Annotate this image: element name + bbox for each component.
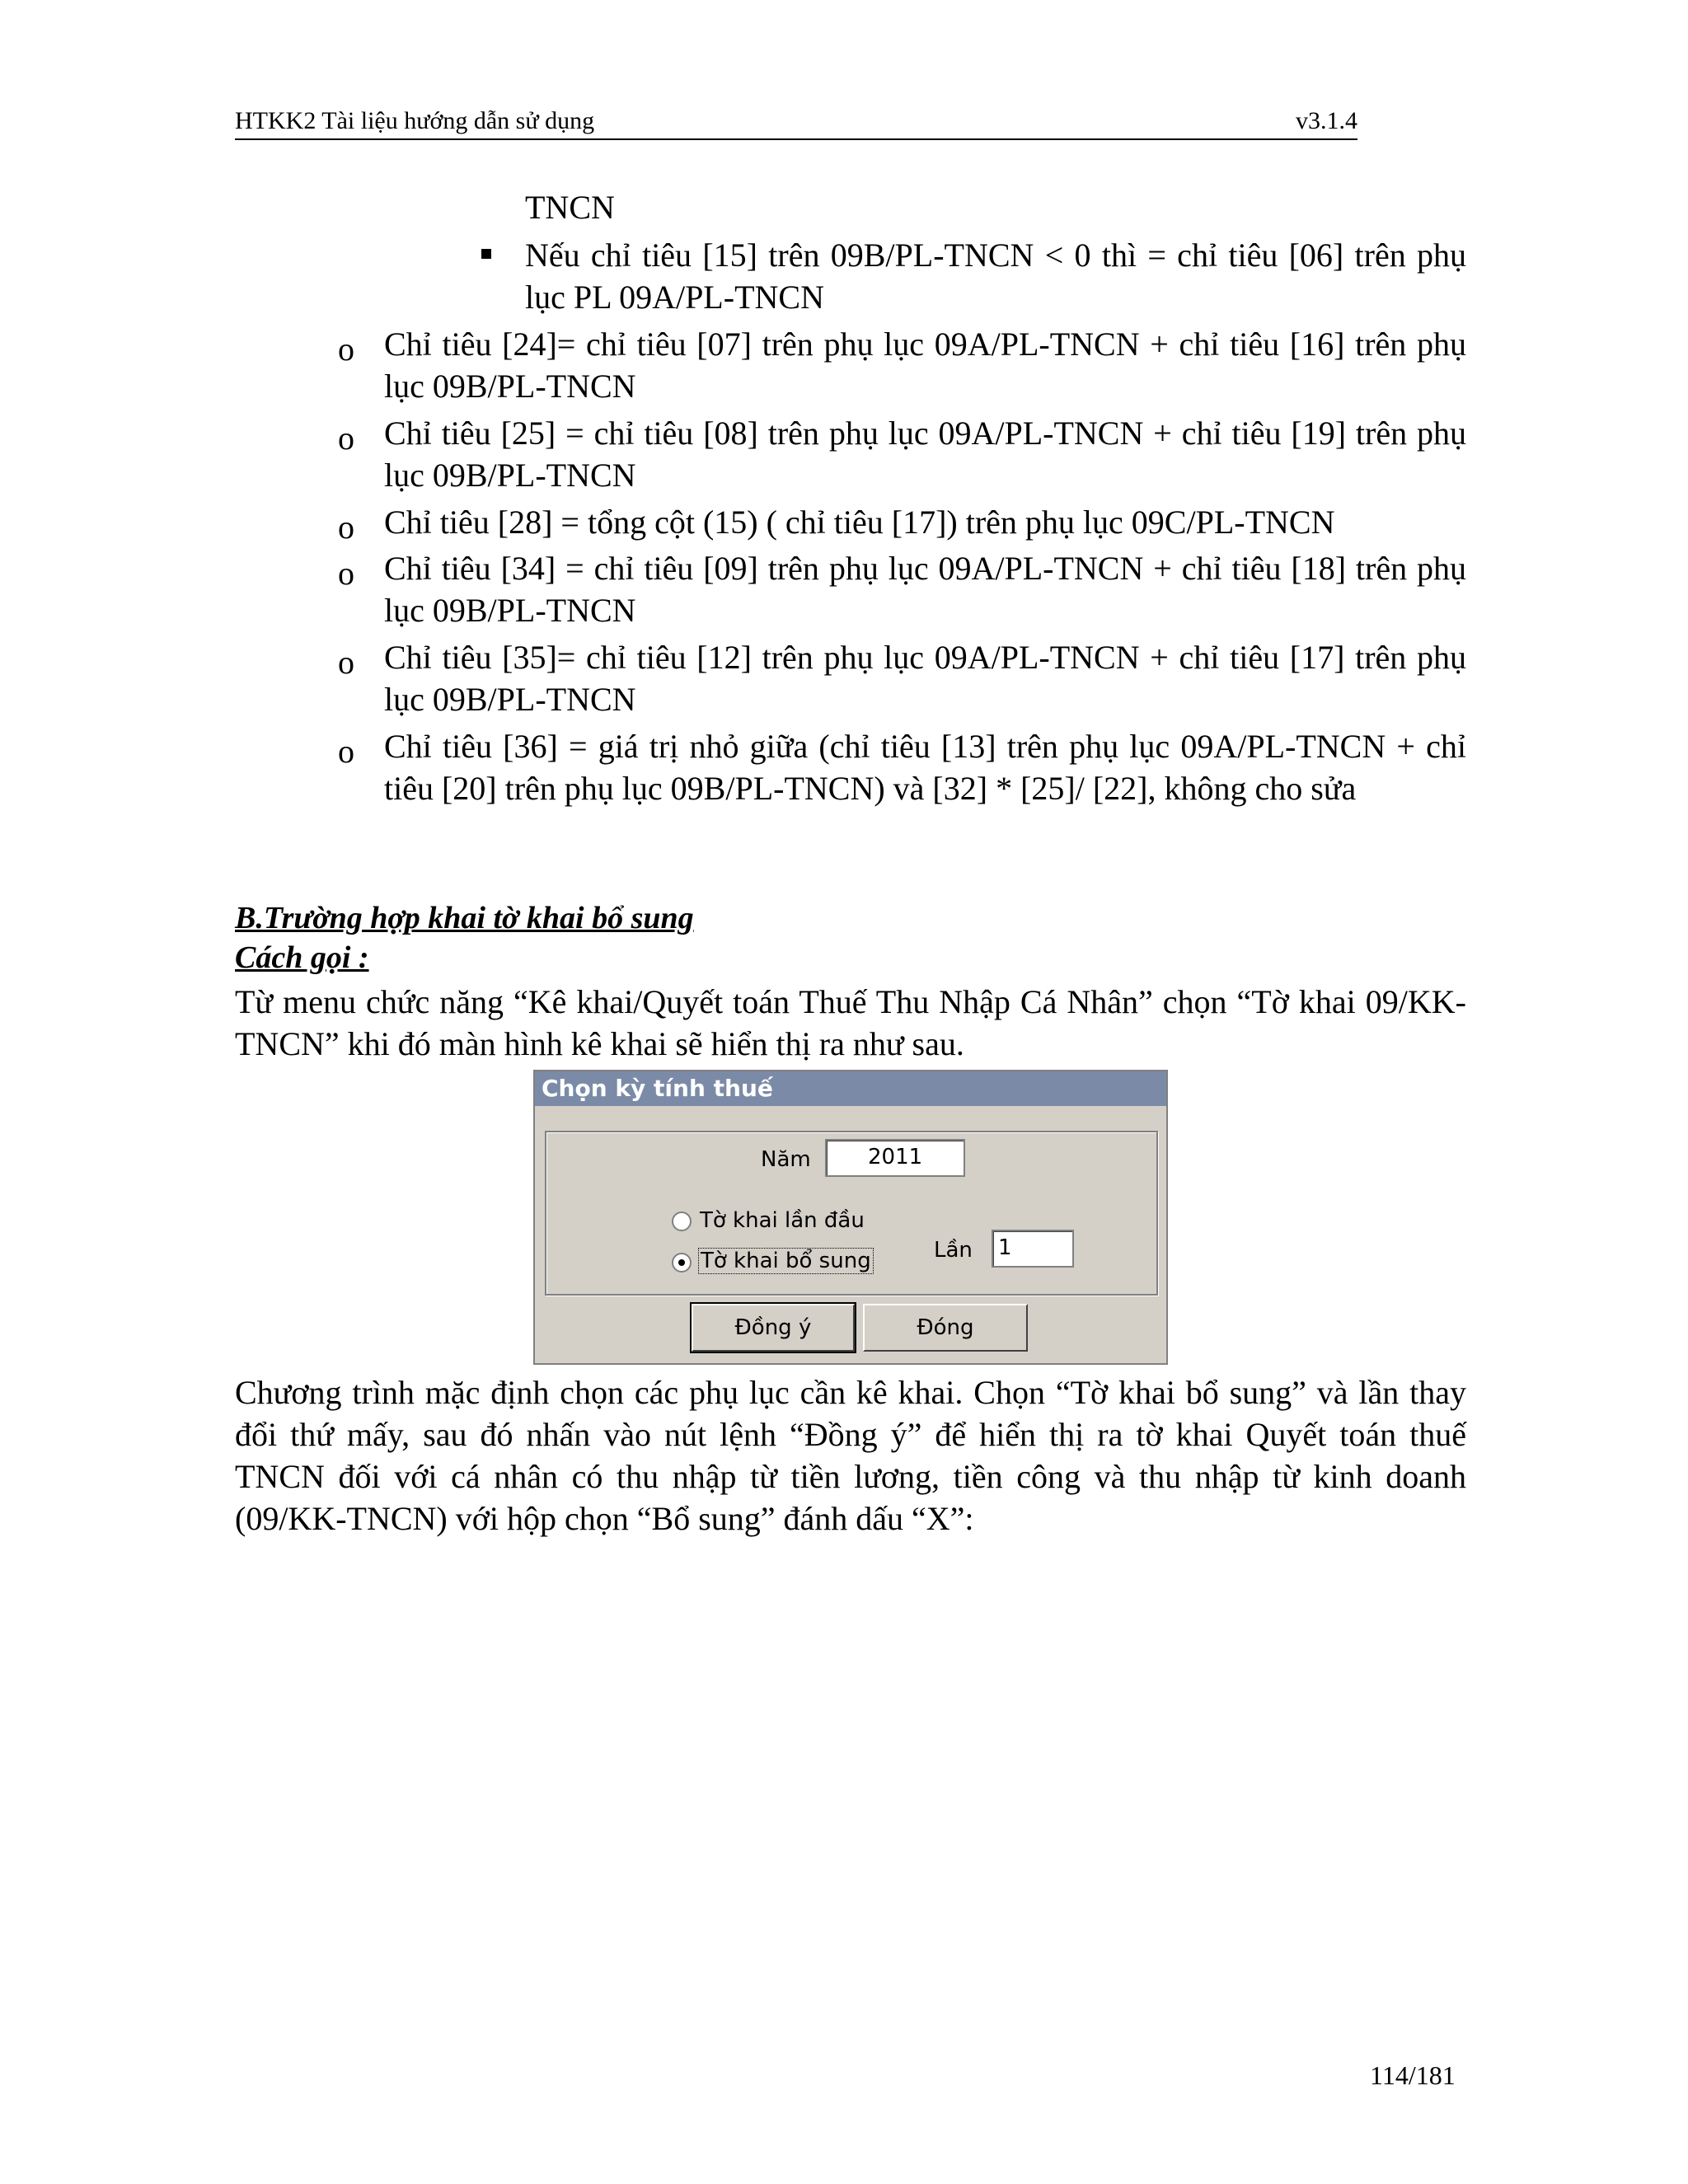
dialog-title: Chọn kỳ tính thuế: [535, 1071, 1166, 1106]
closing-paragraph: Chương trình mặc định chọn các phụ lục cần kê khai. Chọn “Tờ khai bổ sung” và lần thay đổi thứ mấy, sau đó nhấn vào nút lệnh “Đồng ý” để hiển thị ra tờ khai Quyết toán thuế TNCN đối với cá nhân có thu nhập từ tiền lương, tiền công và thu nhập từ kinh doanh (09/KK-TNCN) với hộp chọn “Bổ sung” đánh dấu “X”:: [235, 1374, 1466, 1537]
times-input[interactable]: 1: [992, 1230, 1074, 1268]
radio-supplement-label: Tờ khai bổ sung: [698, 1248, 874, 1274]
bullet-item-28: Chỉ tiêu [28] = tổng cột (15) ( chỉ tiêu [17]) trên phụ lục 09C/PL-TNCN: [384, 504, 1335, 541]
circle-bullet-icon: o: [338, 330, 354, 368]
radio-supplement[interactable]: [672, 1253, 692, 1272]
close-button[interactable]: Đóng: [863, 1304, 1028, 1352]
circle-bullet-icon: o: [338, 644, 354, 681]
bullet-item-36: Chỉ tiêu [36] = giá trị nhỏ giữa (chỉ tiêu [13] trên phụ lục 09A/PL-TNCN + chỉ tiêu [20] trên phụ lục 09B/PL-TNCN) và [32] * [25]/ [22], không cho sửa: [384, 728, 1466, 807]
sub-heading: Cách gọi :: [235, 940, 369, 975]
circle-bullet-icon: o: [338, 419, 354, 457]
header-version: v3.1.4: [1296, 107, 1357, 134]
radio-selected-dot: [678, 1259, 685, 1266]
year-input[interactable]: 2011: [825, 1139, 965, 1177]
square-bullet-icon: [481, 249, 491, 259]
header-title: HTKK2 Tài liệu hướng dẫn sử dụng: [235, 107, 595, 134]
bullet-item-34: Chỉ tiêu [34] = chỉ tiêu [09] trên phụ lục 09A/PL-TNCN + chỉ tiêu [18] trên phụ lục 09B/PL-TNCN: [384, 550, 1466, 629]
times-label: Lần: [934, 1238, 973, 1263]
section-heading: B.Trường hợp khai tờ khai bổ sung: [235, 901, 694, 935]
circle-bullet-icon: o: [338, 509, 354, 546]
bullet-item-35: Chỉ tiêu [35]= chỉ tiêu [12] trên phụ lục 09A/PL-TNCN + chỉ tiêu [17] trên phụ lục 09B/PL-TNCN: [384, 639, 1466, 718]
radio-first-time[interactable]: [672, 1212, 692, 1231]
continuation-line: TNCN: [525, 189, 615, 226]
tax-period-dialog: [533, 1070, 1168, 1365]
page-number: 114/181: [1370, 2060, 1456, 2090]
circle-bullet-icon: o: [338, 733, 354, 770]
year-label: Năm: [761, 1147, 811, 1172]
intro-paragraph: Từ menu chức năng “Kê khai/Quyết toán Thuế Thu Nhập Cá Nhân” chọn “Tờ khai 09/KK-TNCN” khi đó màn hình kê khai sẽ hiển thị ra như sau.: [235, 983, 1466, 1062]
square-bullet-text: Nếu chỉ tiêu [15] trên 09B/PL-TNCN < 0 thì = chỉ tiêu [06] trên phụ lục PL 09A/PL-TNCN: [525, 237, 1466, 316]
page-header: [235, 105, 1357, 140]
dialog-group-box: [545, 1131, 1158, 1296]
circle-bullet-icon: o: [338, 555, 354, 592]
ok-button[interactable]: Đồng ý: [692, 1304, 855, 1352]
bullet-item-25: Chỉ tiêu [25] = chỉ tiêu [08] trên phụ lục 09A/PL-TNCN + chỉ tiêu [19] trên phụ lục 09B/PL-TNCN: [384, 415, 1466, 494]
radio-first-time-label: Tờ khai lần đầu: [700, 1208, 865, 1233]
bullet-item-24: Chỉ tiêu [24]= chỉ tiêu [07] trên phụ lục 09A/PL-TNCN + chỉ tiêu [16] trên phụ lục 09B/PL-TNCN: [384, 326, 1466, 405]
